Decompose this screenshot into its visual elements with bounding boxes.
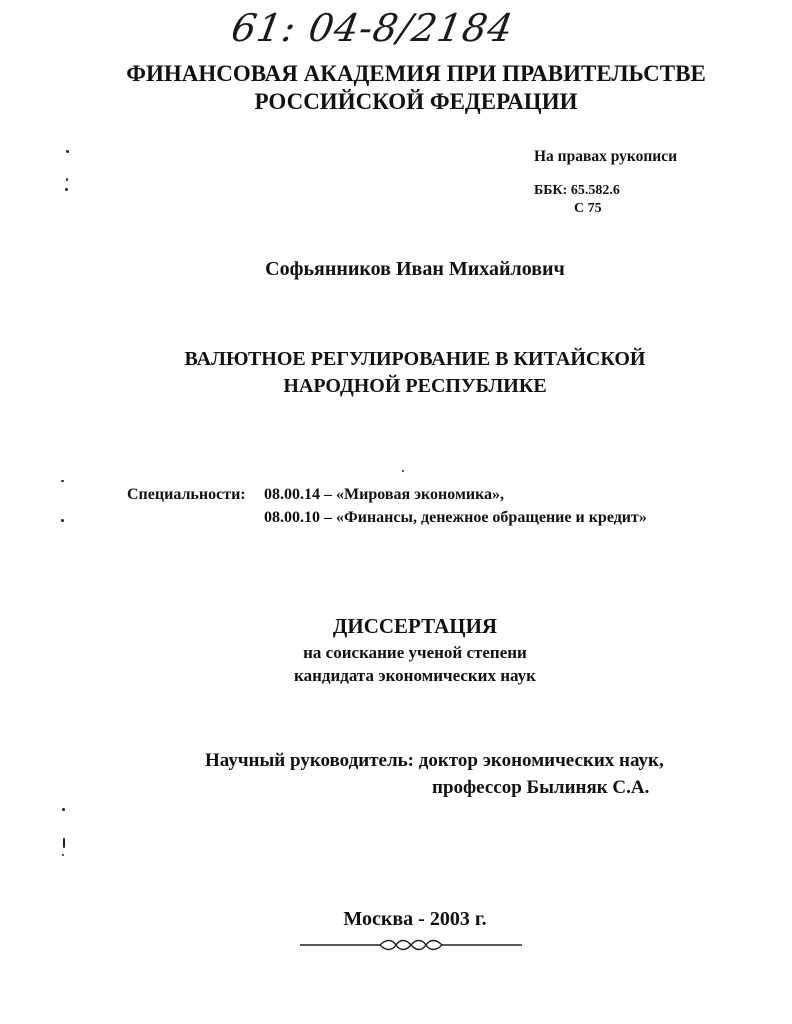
dissertation-heading: ДИССЕРТАЦИЯ bbox=[332, 614, 498, 638]
scan-speck bbox=[66, 150, 69, 153]
supervisor-line-2: профессор Былиняк С.А. bbox=[432, 777, 650, 798]
scan-speck bbox=[61, 480, 64, 482]
bbk-classification bbox=[534, 182, 620, 218]
scan-speck bbox=[62, 808, 65, 811]
scan-speck bbox=[61, 519, 64, 522]
scan-speck bbox=[65, 188, 68, 191]
title-line-2: НАРОДНОЙ РЕСПУБЛИКЕ bbox=[283, 375, 547, 397]
scan-speck bbox=[66, 178, 68, 181]
degree-line-2: кандидата экономических наук bbox=[294, 666, 536, 685]
scan-speck bbox=[63, 838, 65, 848]
degree-line-1: на соискание ученой степени bbox=[303, 643, 527, 662]
bbk-author-mark: С 75 bbox=[574, 201, 602, 216]
organization-line-1: ФИНАНСОВАЯ АКАДЕМИЯ ПРИ ПРАВИТЕЛЬСТВЕ bbox=[126, 61, 706, 86]
specialties-label: Специальности: bbox=[127, 486, 246, 503]
scan-speck bbox=[62, 854, 64, 856]
organization-name bbox=[96, 60, 736, 116]
supervisor-line-1: Научный руководитель: доктор экономических наук, bbox=[205, 750, 664, 771]
specialty-item: 08.00.10 – «Финансы, денежное обращение и кредит» bbox=[264, 509, 647, 526]
specialty-item: 08.00.14 – «Мировая экономика», bbox=[264, 486, 505, 503]
ornamental-divider bbox=[300, 936, 522, 952]
manuscript-rights-note: На правах рукописи bbox=[534, 148, 678, 165]
title-line-1: ВАЛЮТНОЕ РЕГУЛИРОВАНИЕ В КИТАЙСКОЙ bbox=[184, 348, 646, 370]
handwritten-archive-code: 61: 04-8/2184 bbox=[228, 6, 518, 50]
dissertation-title bbox=[100, 346, 730, 400]
bbk-code: ББК: 65.582.6 bbox=[534, 183, 620, 198]
place-and-year: Москва - 2003 г. bbox=[343, 908, 487, 930]
scan-speck bbox=[402, 470, 404, 472]
author-name: Софьянников Иван Михайлович bbox=[265, 258, 565, 280]
organization-line-2: РОССИЙСКОЙ ФЕДЕРАЦИИ bbox=[254, 89, 578, 114]
